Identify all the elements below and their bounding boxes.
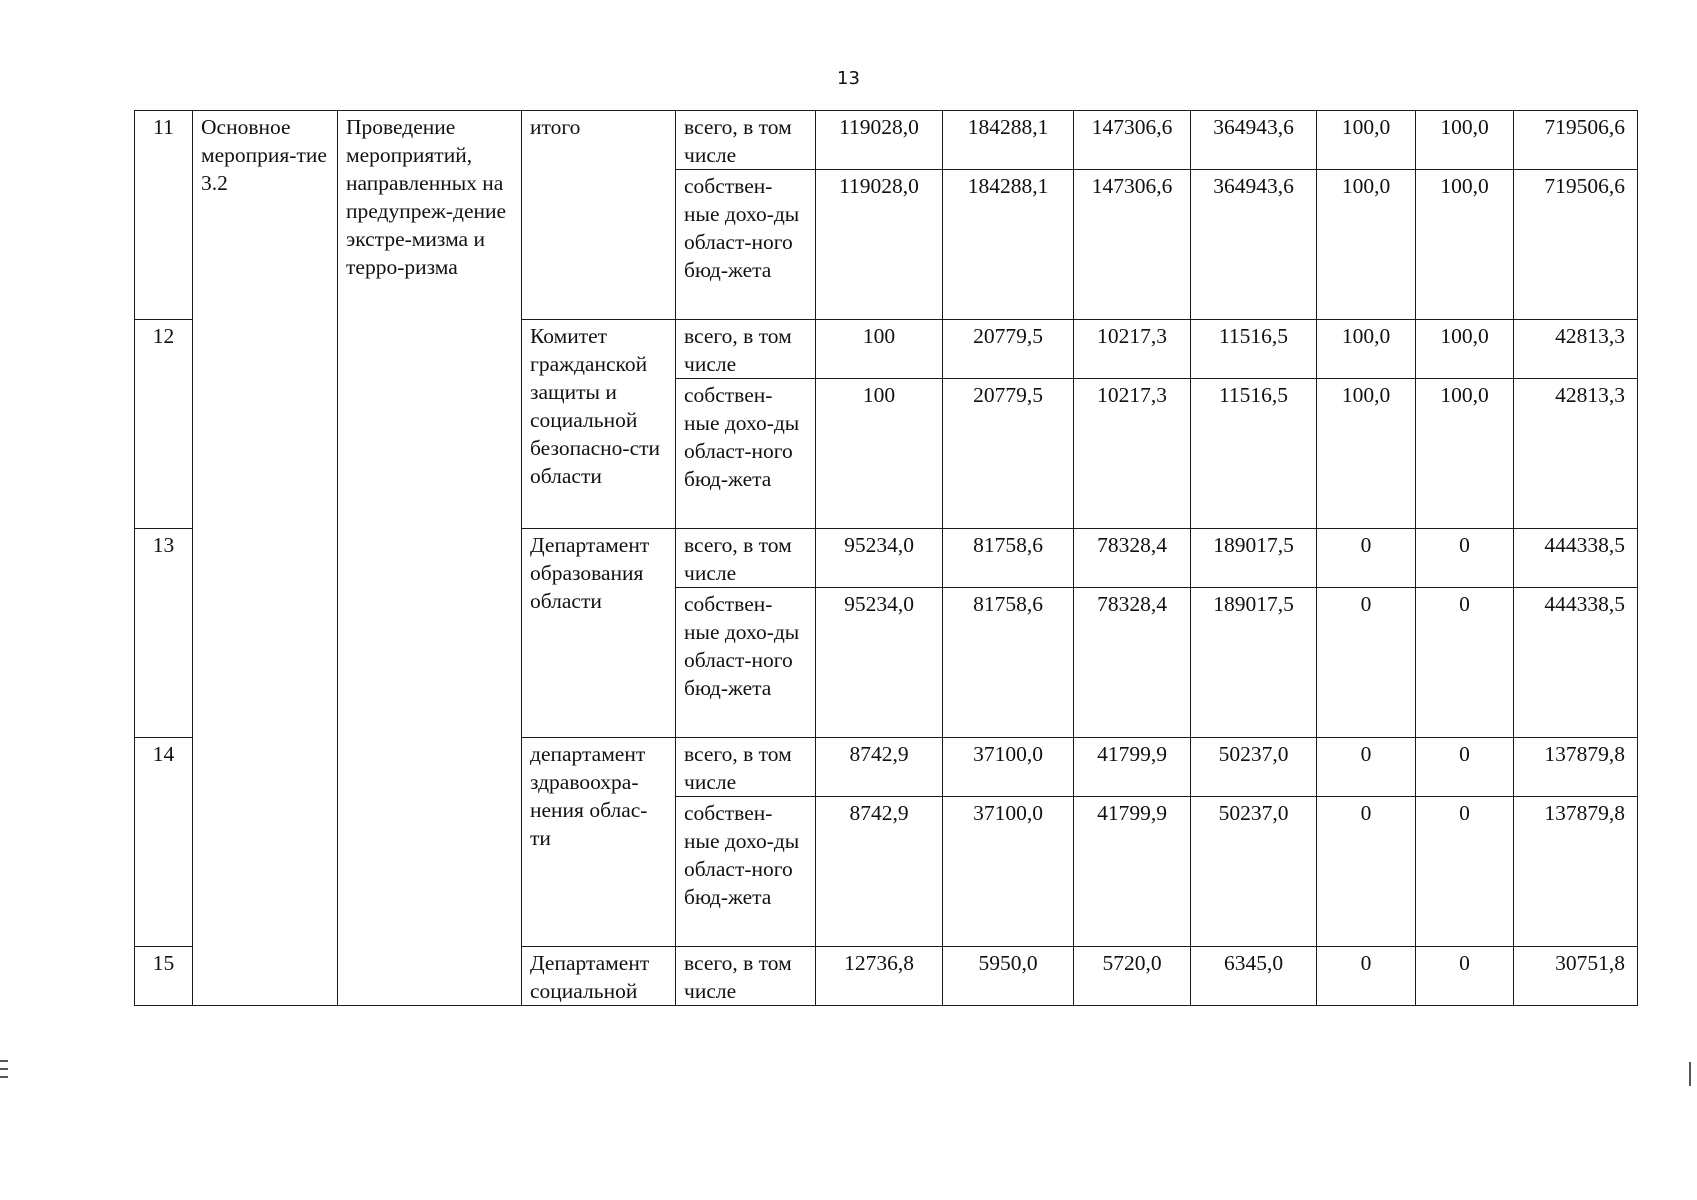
value-cell-text: 100,0 <box>1341 115 1391 139</box>
executor-cell <box>522 529 676 738</box>
value-cell <box>1514 170 1638 320</box>
funding-source-cell <box>676 738 816 797</box>
funding-source-cell-text: всего, в том числе <box>684 951 792 1003</box>
funding-source-cell <box>676 111 816 170</box>
funding-source-cell-text: всего, в том числе <box>684 742 792 794</box>
value-cell-text: 0 <box>1360 951 1372 975</box>
value-cell <box>816 797 943 947</box>
value-cell-text: 11516,5 <box>1218 383 1289 407</box>
funding-source-cell <box>676 320 816 379</box>
value-cell-text: 0 <box>1360 592 1372 616</box>
value-cell <box>943 170 1074 320</box>
value-cell <box>1416 797 1514 947</box>
value-cell <box>1416 111 1514 170</box>
value-cell-text: 6345,0 <box>1223 951 1284 975</box>
executor-cell <box>522 111 676 320</box>
value-cell <box>1317 379 1416 529</box>
value-cell <box>1074 529 1191 588</box>
value-cell <box>1317 111 1416 170</box>
scan-mark <box>0 1076 8 1078</box>
value-cell <box>1191 111 1317 170</box>
row-number-cell-text: 13 <box>152 533 175 557</box>
value-cell <box>1317 170 1416 320</box>
value-cell <box>943 529 1074 588</box>
value-cell-text: 81758,6 <box>973 533 1043 557</box>
value-cell-text: 100,0 <box>1440 115 1489 139</box>
value-cell <box>1317 947 1416 1006</box>
value-cell-text: 30751,8 <box>1555 951 1625 975</box>
value-cell <box>1416 320 1514 379</box>
value-cell-text: 5950,0 <box>978 951 1038 975</box>
value-cell-text: 0 <box>1459 592 1470 616</box>
value-cell <box>816 111 943 170</box>
value-cell <box>1317 320 1416 379</box>
value-cell <box>1416 588 1514 738</box>
value-cell-text: 42813,3 <box>1555 324 1625 348</box>
value-cell-text: 189017,5 <box>1213 592 1294 616</box>
activity-name-cell-text: Основное мероприя-тие 3.2 <box>201 115 327 195</box>
row-number-cell <box>135 111 193 320</box>
value-cell <box>1317 529 1416 588</box>
scan-mark <box>0 1060 8 1062</box>
value-cell-text: 78328,4 <box>1097 592 1167 616</box>
executor-cell-text: департамент здравоохра-нения облас-ти <box>530 742 648 850</box>
value-cell <box>1074 320 1191 379</box>
value-cell <box>943 588 1074 738</box>
row-number-cell-text: 15 <box>152 951 175 975</box>
executor-cell <box>522 947 676 1006</box>
funding-source-cell-text: всего, в том числе <box>684 324 792 376</box>
scan-mark <box>0 1068 8 1070</box>
value-cell-text: 0 <box>1459 533 1470 557</box>
funding-source-cell <box>676 379 816 529</box>
value-cell-text: 42813,3 <box>1555 383 1625 407</box>
value-cell <box>1416 379 1514 529</box>
value-cell <box>1514 111 1638 170</box>
row-number-cell <box>135 320 193 529</box>
value-cell <box>1514 588 1638 738</box>
value-cell <box>1416 738 1514 797</box>
funding-source-cell-text: всего, в том числе <box>684 115 792 167</box>
value-cell-text: 0 <box>1360 801 1372 825</box>
scan-mark <box>1689 1062 1691 1086</box>
value-cell <box>1191 170 1317 320</box>
value-cell <box>1317 797 1416 947</box>
executor-cell-text: Департамент социальной <box>530 951 650 1003</box>
value-cell <box>1191 947 1317 1006</box>
value-cell <box>943 797 1074 947</box>
value-cell-text: 12736,8 <box>844 951 914 975</box>
value-cell-text: 364943,6 <box>1213 115 1294 139</box>
executor-cell <box>522 738 676 947</box>
value-cell-text: 119028,0 <box>839 115 919 139</box>
value-cell-text: 100,0 <box>1341 324 1391 348</box>
value-cell <box>1074 797 1191 947</box>
value-cell-text: 100,0 <box>1440 174 1489 198</box>
value-cell <box>1074 111 1191 170</box>
value-cell-text: 8742,9 <box>849 801 909 825</box>
value-cell <box>1514 797 1638 947</box>
value-cell-text: 137879,8 <box>1544 801 1625 825</box>
value-cell <box>1191 588 1317 738</box>
value-cell-text: 0 <box>1459 951 1470 975</box>
value-cell-text: 10217,3 <box>1097 383 1167 407</box>
table-row <box>135 111 1638 170</box>
value-cell-text: 95234,0 <box>844 533 914 557</box>
value-cell-text: 10217,3 <box>1097 324 1167 348</box>
value-cell <box>1514 947 1638 1006</box>
value-cell-text: 11516,5 <box>1218 324 1289 348</box>
value-cell-text: 95234,0 <box>844 592 914 616</box>
value-cell <box>1074 170 1191 320</box>
value-cell <box>816 170 943 320</box>
row-number-cell <box>135 947 193 1006</box>
value-cell-text: 41799,9 <box>1097 742 1167 766</box>
value-cell-text: 189017,5 <box>1213 533 1294 557</box>
value-cell <box>1317 588 1416 738</box>
value-cell-text: 119028,0 <box>839 174 919 198</box>
value-cell <box>943 738 1074 797</box>
value-cell-text: 41799,9 <box>1097 801 1167 825</box>
value-cell <box>1191 738 1317 797</box>
funding-source-cell <box>676 797 816 947</box>
row-number-cell-text: 14 <box>152 742 175 766</box>
value-cell <box>1191 529 1317 588</box>
value-cell <box>816 738 943 797</box>
value-cell-text: 147306,6 <box>1091 174 1173 198</box>
table-body <box>135 111 1638 1006</box>
funding-source-cell-text: собствен-ные дохо-ды област-ного бюд-жета <box>684 592 800 700</box>
value-cell-text: 50237,0 <box>1218 742 1289 766</box>
value-cell-text: 8742,9 <box>849 742 909 766</box>
funding-source-cell-text: собствен-ные дохо-ды област-ного бюд-жета <box>684 801 800 909</box>
value-cell-text: 137879,8 <box>1544 742 1625 766</box>
activity-name-cell <box>193 111 338 1006</box>
funding-source-cell <box>676 588 816 738</box>
funding-source-cell-text: собствен-ные дохо-ды област-ного бюд-жета <box>684 174 800 282</box>
executor-cell-text: Департамент образования области <box>530 533 650 613</box>
value-cell-text: 100,0 <box>1440 383 1489 407</box>
value-cell <box>1416 947 1514 1006</box>
value-cell <box>1191 797 1317 947</box>
value-cell-text: 719506,6 <box>1544 115 1625 139</box>
row-number-cell <box>135 529 193 738</box>
value-cell <box>816 588 943 738</box>
value-cell-text: 444338,5 <box>1544 592 1625 616</box>
value-cell-text: 78328,4 <box>1097 533 1167 557</box>
page-number: 13 <box>837 68 860 89</box>
funding-source-cell <box>676 529 816 588</box>
value-cell-text: 20779,5 <box>973 324 1043 348</box>
value-cell-text: 100 <box>862 383 896 407</box>
value-cell-text: 719506,6 <box>1544 174 1625 198</box>
value-cell-text: 0 <box>1360 742 1372 766</box>
value-cell-text: 444338,5 <box>1544 533 1625 557</box>
value-cell <box>1074 379 1191 529</box>
value-cell-text: 184288,1 <box>967 115 1049 139</box>
value-cell-text: 0 <box>1459 801 1470 825</box>
funding-source-cell-text: собствен-ные дохо-ды област-ного бюд-жета <box>684 383 800 491</box>
value-cell-text: 81758,6 <box>973 592 1043 616</box>
value-cell <box>1514 529 1638 588</box>
value-cell-text: 100,0 <box>1440 324 1489 348</box>
value-cell <box>1074 947 1191 1006</box>
value-cell-text: 184288,1 <box>967 174 1049 198</box>
value-cell <box>943 111 1074 170</box>
value-cell-text: 147306,6 <box>1091 115 1173 139</box>
value-cell-text: 20779,5 <box>973 383 1043 407</box>
value-cell <box>1074 738 1191 797</box>
value-cell <box>816 320 943 379</box>
value-cell-text: 0 <box>1360 533 1372 557</box>
value-cell-text: 100 <box>862 324 896 348</box>
funding-source-cell <box>676 170 816 320</box>
value-cell <box>1416 529 1514 588</box>
value-cell <box>943 320 1074 379</box>
value-cell <box>816 379 943 529</box>
value-cell-text: 5720,0 <box>1102 951 1162 975</box>
value-cell-text: 0 <box>1459 742 1470 766</box>
value-cell <box>1191 379 1317 529</box>
value-cell <box>1191 320 1317 379</box>
value-cell-text: 100,0 <box>1341 383 1391 407</box>
value-cell <box>816 947 943 1006</box>
value-cell <box>816 529 943 588</box>
budget-table <box>134 110 1638 1006</box>
value-cell <box>943 947 1074 1006</box>
value-cell-text: 37100,0 <box>973 801 1043 825</box>
value-cell <box>1317 738 1416 797</box>
value-cell-text: 364943,6 <box>1213 174 1294 198</box>
funding-source-cell <box>676 947 816 1006</box>
activity-description-cell-text: Проведение мероприятий, направленных на предупреж-дение экстре-мизма и терро-ризма <box>346 115 507 279</box>
row-number-cell-text: 11 <box>153 115 174 139</box>
value-cell-text: 50237,0 <box>1218 801 1289 825</box>
row-number-cell-text: 12 <box>152 324 175 348</box>
value-cell <box>943 379 1074 529</box>
value-cell <box>1514 379 1638 529</box>
value-cell-text: 37100,0 <box>973 742 1043 766</box>
activity-description-cell <box>338 111 522 1006</box>
row-number-cell <box>135 738 193 947</box>
executor-cell-text: Комитет гражданской защиты и социальной безопасно-сти области <box>530 324 661 488</box>
executor-cell-text: итого <box>530 115 581 139</box>
value-cell <box>1074 588 1191 738</box>
value-cell-text: 100,0 <box>1341 174 1391 198</box>
value-cell <box>1416 170 1514 320</box>
value-cell <box>1514 320 1638 379</box>
value-cell <box>1514 738 1638 797</box>
funding-source-cell-text: всего, в том числе <box>684 533 792 585</box>
executor-cell <box>522 320 676 529</box>
